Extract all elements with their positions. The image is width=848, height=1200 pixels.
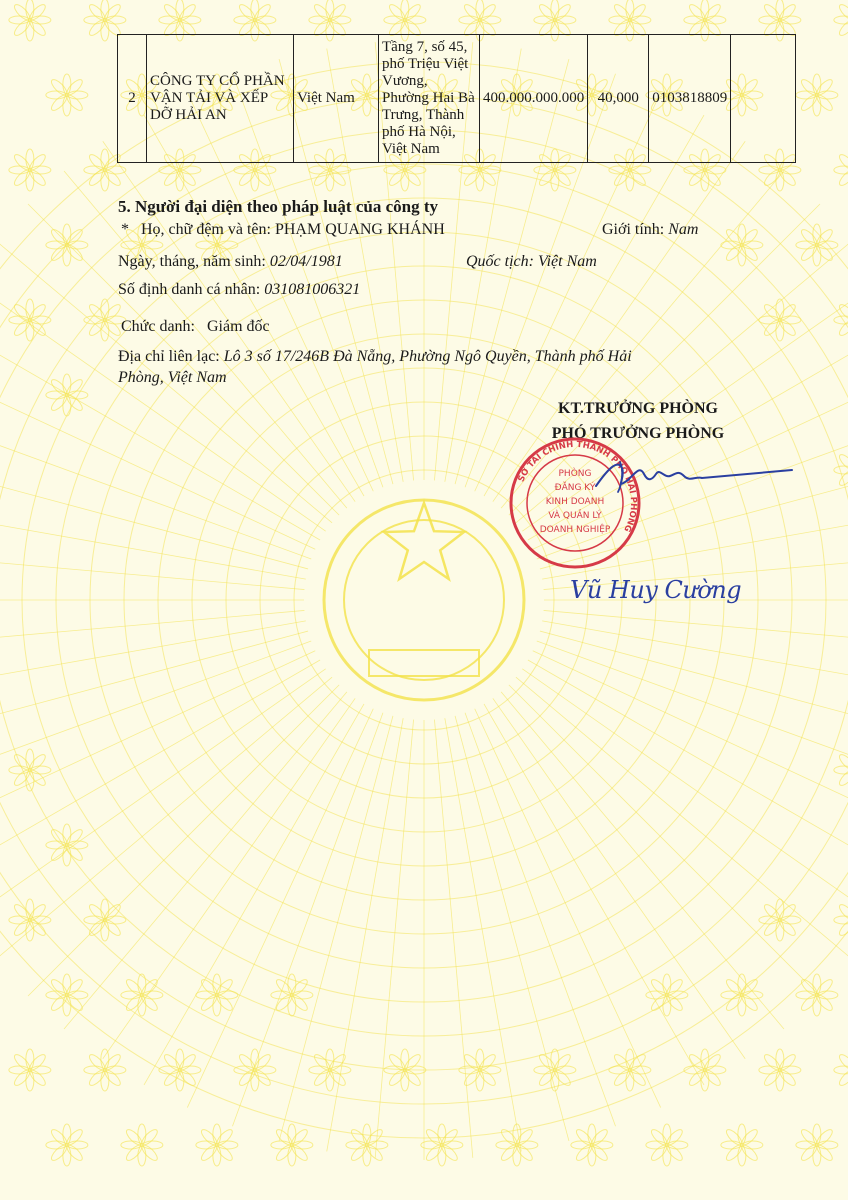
contact-address-line: [118, 348, 632, 366]
seal-inner-line: VÀ QUẢN LÝ: [548, 511, 602, 521]
seal-inner-line: ĐĂNG KÝ: [554, 483, 596, 493]
name-value: PHẠM QUANG KHÁNH: [274, 221, 445, 238]
seal-inner-line: PHÒNG: [558, 469, 592, 479]
seal-inner-line: KINH DOANH: [545, 497, 605, 507]
name-label: Họ, chữ đệm và tên:: [141, 221, 271, 238]
nationality-line: [466, 253, 597, 271]
signer-name: Vũ Huy Cường: [570, 576, 742, 604]
dob-value: 02/04/1981: [269, 253, 343, 270]
note-cell: [731, 35, 796, 163]
personal-id-label: Số định danh cá nhân:: [118, 281, 261, 298]
nationality-cell: Việt Nam: [294, 35, 379, 163]
position-line: [121, 318, 270, 336]
contact-address-value-cont: Phòng, Việt Nam: [118, 369, 227, 386]
personal-id-line: [118, 281, 360, 299]
dob-line: [118, 253, 343, 271]
table-row: [118, 35, 796, 163]
signer-title-2: PHÓ TRƯỞNG PHÒNG: [551, 425, 725, 442]
position-label: Chức danh:: [121, 318, 195, 335]
signer-title-1: KT.TRƯỞNG PHÒNG: [558, 400, 718, 417]
gender-label: Giới tính:: [602, 221, 665, 238]
contact-address-value: Lô 3 số 17/246B Đà Nẵng, Phường Ngô Quyền, Thành phố Hải: [223, 348, 632, 365]
dob-label: Ngày, tháng, năm sinh:: [118, 253, 266, 270]
contact-address-label: Địa chỉ liên lạc:: [118, 348, 220, 365]
section-heading: 5. Người đại diện theo pháp luật của công ty: [118, 197, 438, 216]
seal-outer-text: SỞ TÀI CHÍNH THÀNH PHỐ HẢI PHÒNG: [516, 439, 639, 534]
personal-id-value: 031081006321: [264, 281, 361, 298]
handwritten-signature: [592, 456, 794, 496]
position-value: Giám đốc: [207, 318, 270, 335]
address-cell: Tầng 7, số 45, phố Triệu Việt Vương, Phường Hai Bà Trưng, Thành phố Hà Nội, Việt Nam: [379, 35, 480, 163]
shareholder-table: [117, 34, 796, 163]
nationality-label: Quốc tịch:: [466, 253, 534, 270]
ratio-cell: 40,000: [588, 35, 649, 163]
company-name-cell: CÔNG TY CỔ PHẦN VẬN TẢI VÀ XẾP DỠ HẢI AN: [147, 35, 294, 163]
capital-cell: 400.000.000.000: [480, 35, 588, 163]
seal-inner-line: DOANH NGHIỆP: [539, 525, 611, 535]
bullet: *: [121, 221, 129, 238]
gender-value: Nam: [668, 221, 699, 238]
id-number-cell: 0103818809: [649, 35, 731, 163]
gender-line: [602, 221, 698, 239]
row-number-cell: 2: [118, 35, 147, 163]
representative-name-line: [121, 221, 445, 239]
nationality-value: Việt Nam: [537, 253, 597, 270]
